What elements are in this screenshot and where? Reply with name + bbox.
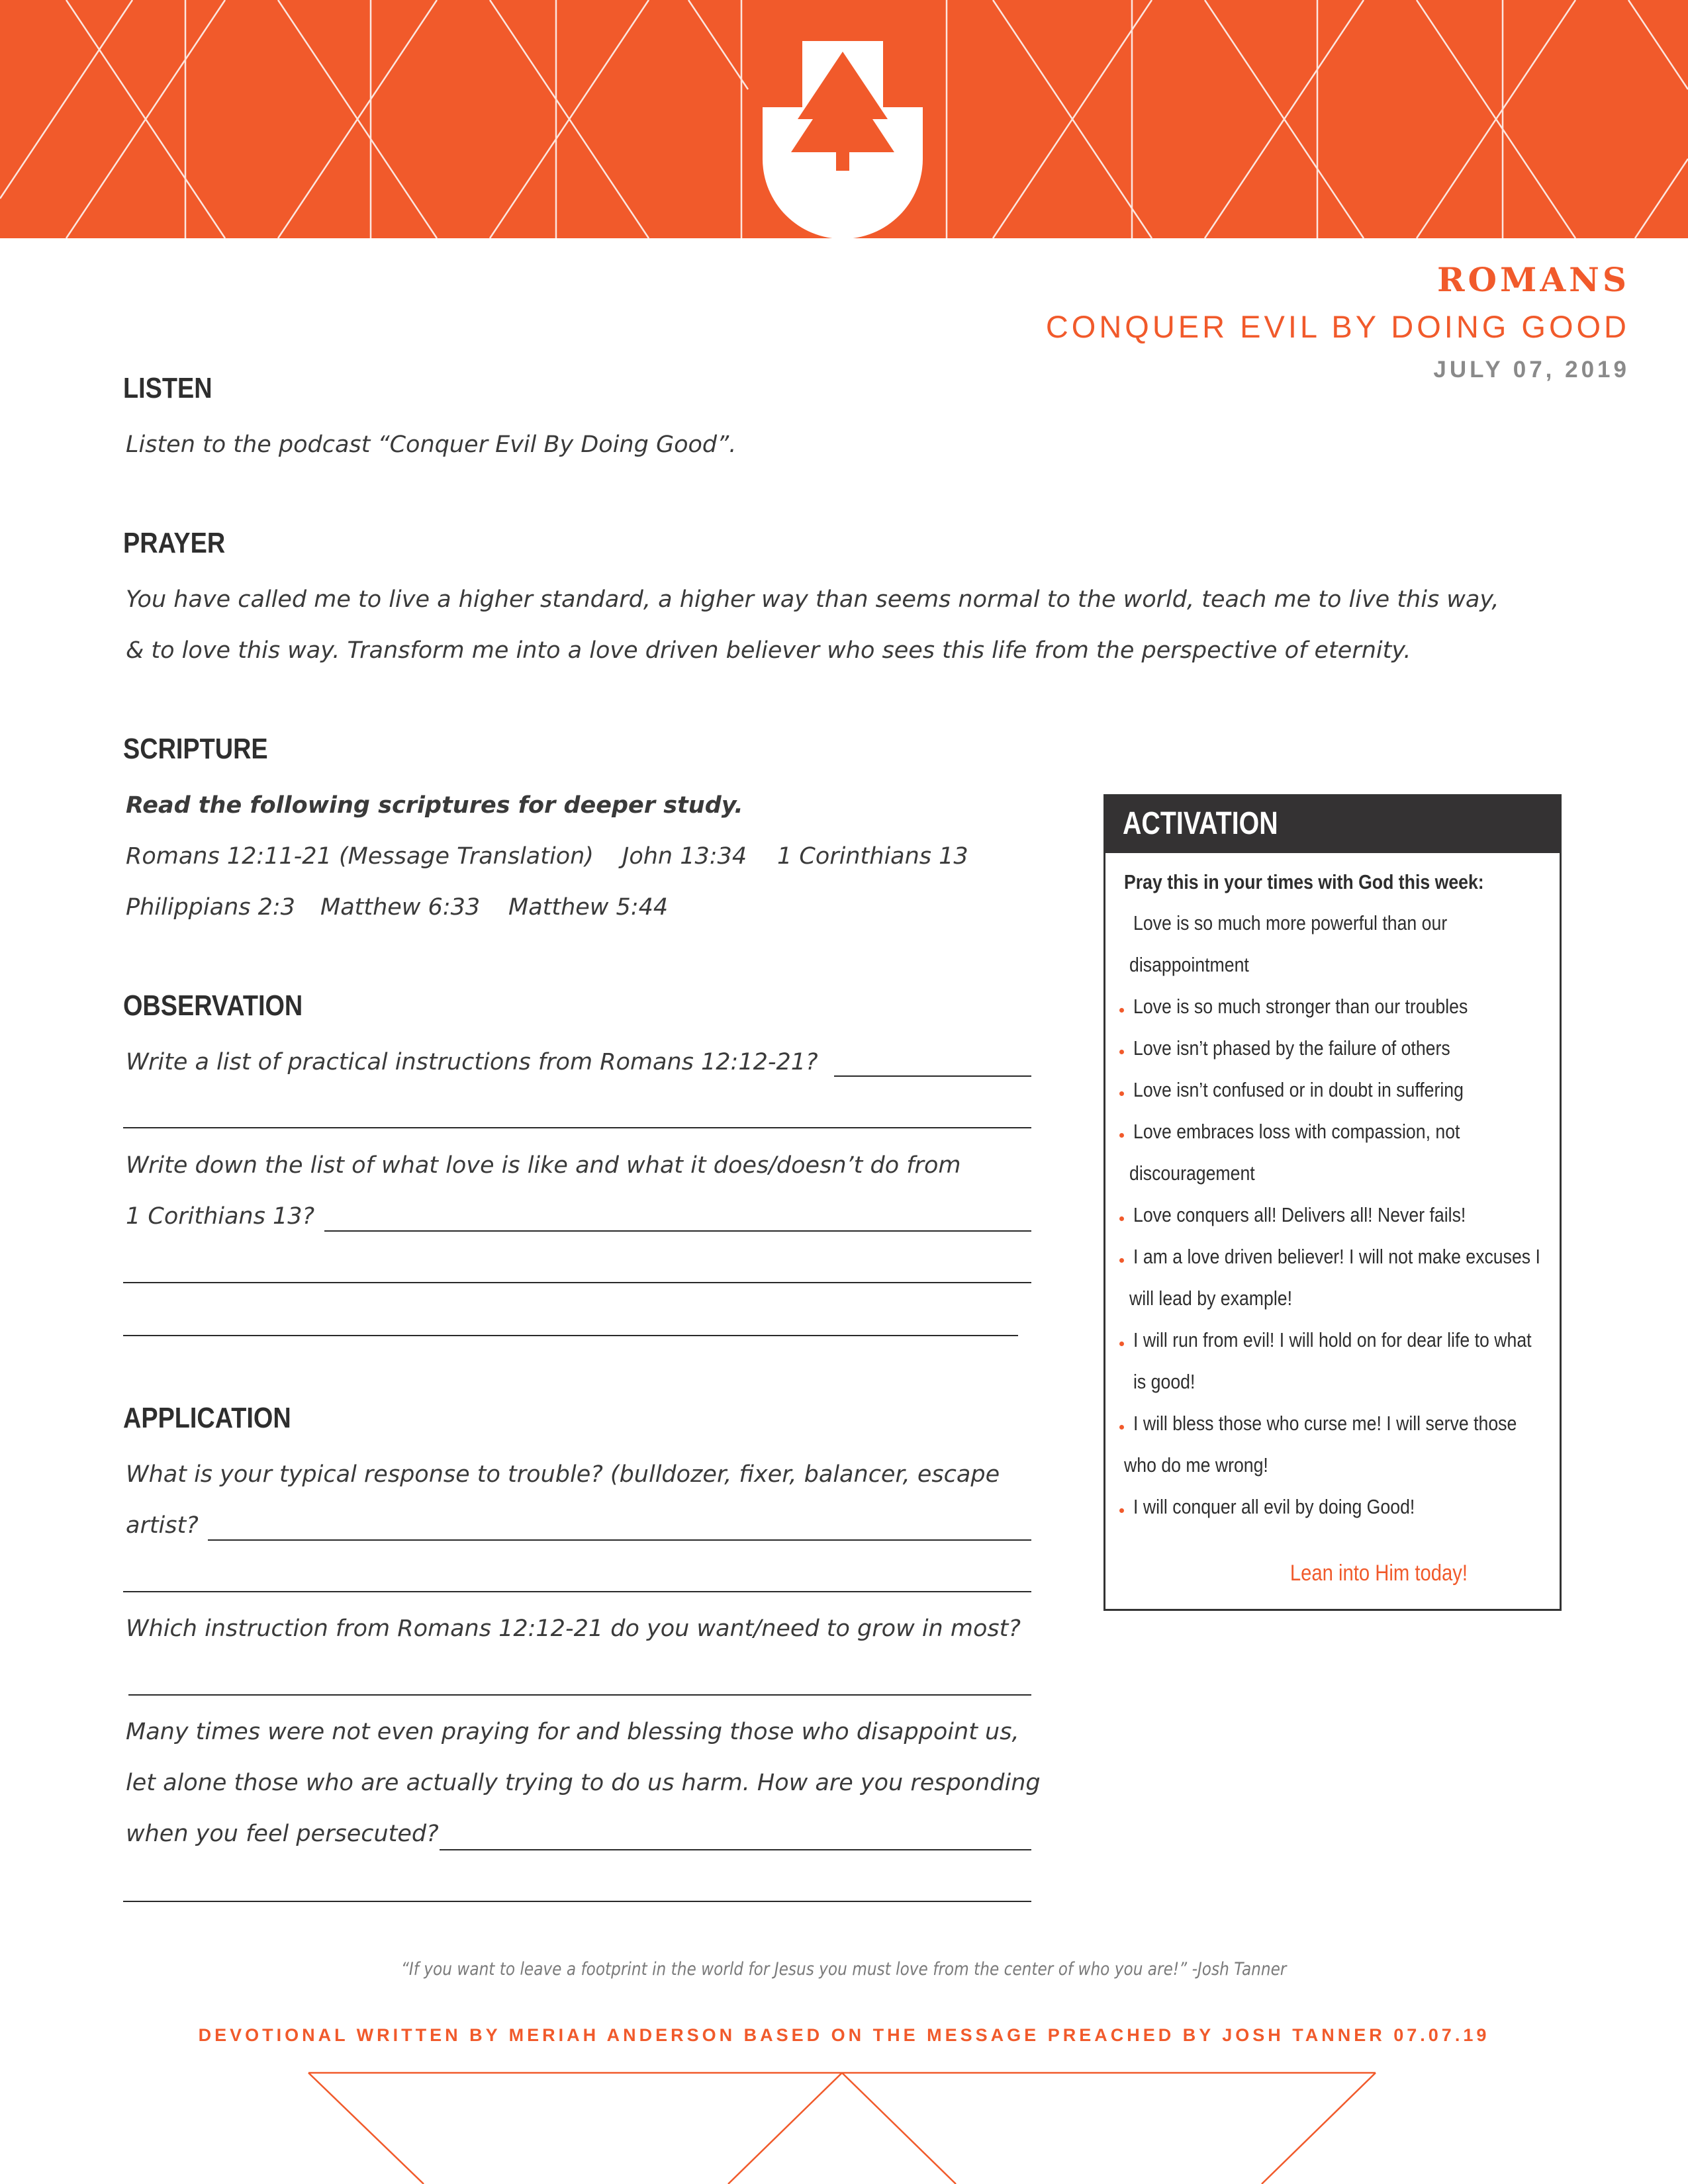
bullet-icon [1119,1425,1124,1430]
activation-line: Love is so much more powerful than our [1133,911,1448,934]
application-question-3-line-3: when you feel persecuted? [126,1821,439,1847]
footer-quote [0,1959,1688,1979]
activation-title: ACTIVATION [1123,806,1278,841]
footer-credit: DEVOTIONAL WRITTEN BY MERIAH ANDERSON BASED ON THE MESSAGE PREACHED BY JOSH TANNER 07.07.19 [198,2025,1490,2045]
prayer-heading: PRAYER [123,527,226,559]
activation-intro: Pray this in your times with God this week: [1124,870,1484,893]
activation-line: Love embraces loss with compassion, not [1133,1120,1460,1143]
scripture-ref: Romans 12:11-21 (Message Translation) [126,843,594,870]
footer-quote-text: “If you want to leave a footprint in the world for Jesus you must love from the center of who you are!” -Josh Tanner [401,1959,1287,1979]
activation-line: is good! [1133,1370,1196,1393]
application-question-2: Which instruction from Romans 12:12-21 do you want/need to grow in most? [126,1615,1021,1642]
listen-text: Listen to the podcast “Conquer Evil By Doing Good”. [126,432,737,458]
activation-line: Love isn’t confused or in doubt in suffering [1133,1078,1464,1101]
observation-question-1: Write a list of practical instructions from Romans 12:12-21? [126,1049,818,1075]
activation-line: Love isn’t phased by the failure of others [1133,1036,1450,1060]
scripture-ref: Matthew 5:44 [508,894,669,921]
application-question-1-line-2: artist? [126,1512,199,1539]
bullet-icon [1119,1342,1124,1346]
activation-line: disappointment [1129,953,1249,976]
scripture-intro: Read the following scriptures for deeper study. [126,792,743,819]
answer-line[interactable] [208,1539,1031,1541]
application-question-3-line-1: Many times were not even praying for and blessing those who disappoint us, [126,1719,1019,1745]
answer-line[interactable] [123,1282,1031,1283]
bullet-icon [1119,1091,1124,1096]
application-heading: APPLICATION [123,1402,291,1434]
observation-heading: OBSERVATION [123,989,303,1022]
bottom-pattern [0,2065,1688,2184]
activation-line: I will run from evil! I will hold on for dear life to what [1133,1328,1532,1351]
answer-line[interactable] [123,1335,1018,1336]
observation-question-2-line-2: 1 Corithians 13? [126,1203,315,1230]
observation-question-2-line-1: Write down the list of what love is like and what it does/doesn’t do from [126,1152,961,1179]
answer-line[interactable] [123,1591,1031,1592]
bullet-icon [1119,1008,1124,1013]
listen-heading: LISTEN [123,372,212,404]
activation-closing-text: Lean into Him today! [1289,1561,1468,1586]
bullet-icon [1119,1133,1124,1138]
activation-line: I am a love driven believer! I will not make excuses I [1133,1245,1540,1268]
activation-box [1103,794,1562,1611]
bullet-icon [1119,1258,1124,1263]
scripture-ref: John 13:34 [622,843,747,870]
scripture-ref: 1 Corinthians 13 [777,843,968,870]
application-question-3-line-2: let alone those who are actually trying to do us harm. How are you responding [126,1770,1041,1796]
devotional-date: JULY 07, 2019 [1433,357,1630,383]
bullet-icon [1119,1216,1124,1221]
application-question-1-line-1: What is your typical response to trouble? (bulldozer, fixer, balancer, escape [126,1461,1000,1488]
scripture-ref: Philippians 2:3 [126,894,295,921]
activation-line: Love is so much stronger than our troubles [1133,995,1468,1018]
activation-line: I will conquer all evil by doing Good! [1133,1495,1415,1518]
scripture-heading: SCRIPTURE [123,733,268,765]
answer-line[interactable] [324,1230,1031,1232]
header-banner [0,0,1688,238]
answer-line[interactable] [123,1127,1031,1128]
activation-line: will lead by example! [1129,1287,1292,1310]
tree-shield-icon [763,41,923,238]
activation-line: Love conquers all! Delivers all! Never fails! [1133,1203,1466,1226]
bullet-icon [1119,1508,1124,1513]
scripture-ref: Matthew 6:33 [320,894,481,921]
prayer-line-1: You have called me to live a higher standard, a higher way than seems normal to the world, teach me to live this way, [126,586,1499,613]
activation-line: who do me wrong! [1124,1453,1268,1477]
answer-line[interactable] [128,1694,1031,1696]
answer-line[interactable] [123,1901,1031,1902]
activation-line: discouragement [1129,1161,1255,1185]
prayer-line-2: & to love this way. Transform me into a love driven believer who sees this life from the perspective of eternity. [126,637,1411,664]
activation-closing [1105,1561,1560,1586]
bullet-icon [1119,1050,1124,1054]
devotional-title: CONQUER EVIL BY DOING GOOD [1045,309,1630,344]
series-title: ROMANS [1436,260,1630,299]
answer-line[interactable] [440,1849,1031,1850]
activation-header-bar [1105,796,1560,853]
activation-line: I will bless those who curse me! I will serve those [1133,1412,1517,1435]
answer-line[interactable] [834,1075,1031,1077]
